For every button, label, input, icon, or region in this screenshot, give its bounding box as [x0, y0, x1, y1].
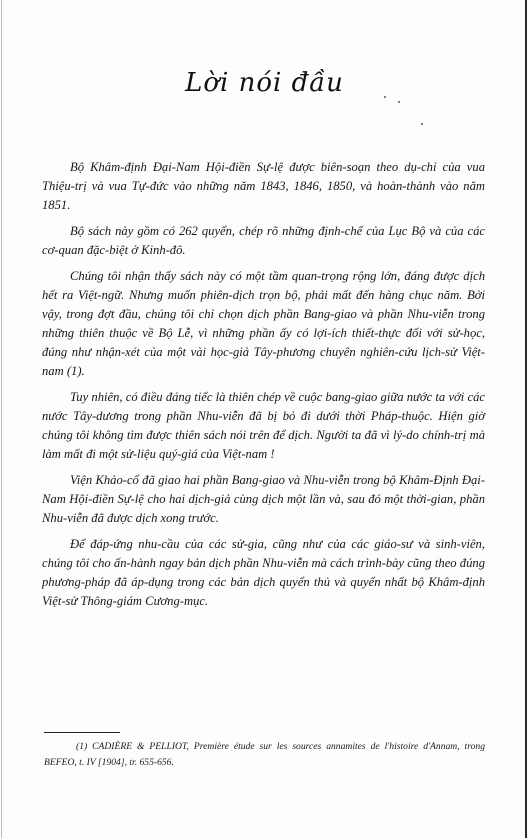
- page-edge-left: [1, 0, 2, 838]
- footnote: (1) CADIÈRE & PELLIOT, Première étude sur les sources annamites de l'histoire d'Annam, trong BEFEO, t. IV [1904], tr. 655-656.: [44, 741, 485, 768]
- paragraph-6: Để đáp-ứng nhu-cầu của các sử-gia, cũng như của các giáo-sư và sinh-viên, chúng tôi cho ấn-hành ngay bản dịch phần Nhu-viễn mà cách trình-bày cũng theo đúng phương-pháp đã áp-dụng trong các bản dịch quyển thủ và quyển nhất bộ Khâm-định Việt-sử Thông-giám Cương-mục.: [42, 537, 485, 608]
- footnote-divider: [44, 732, 120, 733]
- paragraph-4: Tuy nhiên, có điều đáng tiếc là thiên chép về cuộc bang-giao giữa nước ta với các nước Tây-dương trong phần Nhu-viễn đã bị bỏ đi dưới thời Pháp-thuộc. Hiện giờ chúng tôi không tìm được thiên sách nói trên để dịch. Người ta đã vì lý-do chính-trị mà làm mất đi một sử-liệu quý-giá của Việt-nam !: [42, 390, 485, 461]
- paragraph-1: Bộ Khâm-định Đại-Nam Hội-điền Sự-lệ được biên-soạn theo dụ-chỉ của vua Thiệu-trị và vua Tự-đức vào những năm 1843, 1846, 1850, và hoàn-thành vào năm 1851.: [42, 160, 485, 212]
- paragraph-3: Chúng tôi nhận thấy sách này có một tầm quan-trọng rộng lớn, đáng được dịch hết ra Việt-ngữ. Nhưng muốn phiên-dịch trọn bộ, phải mất đến hàng chục năm. Bởi vậy, trong đợt đầu, chúng tôi chỉ chọn dịch phần Bang-giao và phần Nhu-viễn trong những thiên thuộc về Bộ Lễ, vì những phần ấy có lợi-ích thiết-thực đối với sử-học, đúng như nhận-xét của một vài học-giả Tây-phương chuyên nghiên-cứu lịch-sử Việt-nam (1).: [42, 269, 485, 378]
- paragraph-5: Viện Khảo-cổ đã giao hai phần Bang-giao và Nhu-viễn trong bộ Khâm-Định Đại-Nam Hội-điền Sự-lệ cho hai dịch-giả cùng dịch một lần và, sau đó một thời-gian, phần Nhu-viễn đã được dịch xong trước.: [42, 473, 485, 525]
- page-title: Lời nói đầu: [185, 68, 344, 98]
- page-edge-right: [525, 0, 527, 838]
- preface-body: [42, 158, 485, 618]
- paragraph-2: Bộ sách này gồm có 262 quyển, chép rõ những định-chế của Lục Bộ và của các cơ-quan đặc-biệt ở Kinh-đô.: [42, 224, 485, 257]
